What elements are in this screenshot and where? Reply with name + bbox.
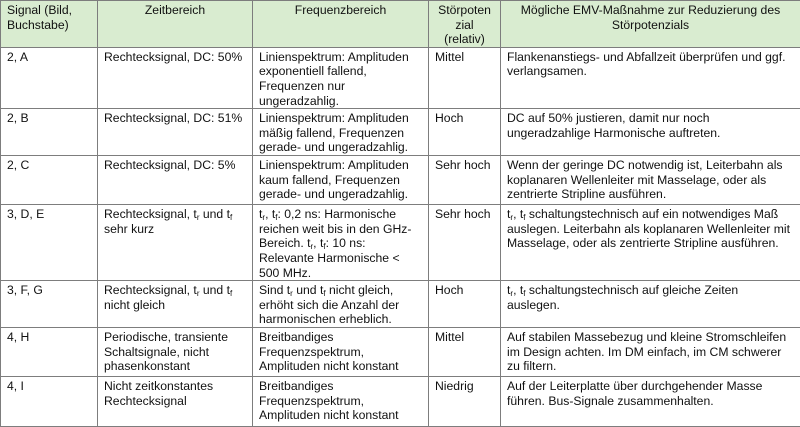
cell-zeit: Rechtecksignal, $t_r$ und $t_f$ nicht gleich <box>98 281 253 328</box>
cell-stoer: Sehr hoch <box>429 156 501 205</box>
cell-zeit: Periodische, transiente Schaltsignale, nicht phasenkonstant <box>98 327 253 376</box>
cell-zeit: Rechtecksignal, DC: 51% <box>98 109 253 156</box>
cell-frequenz: Linienspektrum: Amplituden exponentiell fallend, Frequenzen nur ungeradzahlig. <box>253 47 429 108</box>
cell-stoer: Hoch <box>429 109 501 156</box>
cell-signal: 3, F, G <box>1 281 98 328</box>
table-row <box>1 109 800 156</box>
header-stoerpotenzial: Störpoten zial (relativ) <box>429 1 501 48</box>
header-zeitbereich: Zeitbereich <box>98 1 253 48</box>
cell-stoer: Mittel <box>429 47 501 108</box>
table-row <box>1 327 800 376</box>
cell-zeit: Nicht zeitkonstantes Rechtecksignal <box>98 376 253 426</box>
cell-stoer: Sehr hoch <box>429 205 501 281</box>
cell-signal: 3, D, E <box>1 205 98 281</box>
cell-frequenz: Breitbandiges Frequenzspektrum, Amplituden nicht konstant <box>253 327 429 376</box>
table-row <box>1 376 800 426</box>
cell-frequenz: Linienspektrum: Amplituden kaum fallend, Frequenzen gerade- und ungeradzahlig. <box>253 156 429 205</box>
cell-stoer: Hoch <box>429 281 501 328</box>
cell-massnahme: $t_r$, $t_f$ schaltungstechnisch auf gleiche Zeiten auslegen. <box>501 281 800 328</box>
cell-massnahme: Wenn der geringe DC notwendig ist, Leiterbahn als koplanaren Wellenleiter mit Masselage, oder als zentrierte Stripline ausführen. <box>501 156 800 205</box>
cell-massnahme: Auf der Leiterplatte über durchgehender Masse führen. Bus-Signale zusammenhalten. <box>501 376 800 426</box>
cell-massnahme: Flankenanstiegs- und Abfallzeit überprüfen und ggf. verlangsamen. <box>501 47 800 108</box>
header-signal: Signal (Bild, Buchstabe) <box>1 1 98 48</box>
cell-frequenz: Linienspektrum: Amplituden mäßig fallend, Frequenzen gerade- und ungeradzahlig. <box>253 109 429 156</box>
table-row <box>1 281 800 328</box>
cell-signal: 2, B <box>1 109 98 156</box>
cell-frequenz: $t_r$, $t_f$: 0,2 ns: Harmonische reichen weit bis in den GHz-Bereich. $t_r$, $t_f$: 10 ns: Relevante Harmonische < 500 MHz. <box>253 205 429 281</box>
header-frequenzbereich: Frequenzbereich <box>253 1 429 48</box>
cell-signal: 2, C <box>1 156 98 205</box>
header-massnahme: Mögliche EMV-Maßnahme zur Reduzierung des Störpotenzials <box>501 1 800 48</box>
table-row <box>1 47 800 108</box>
table-row <box>1 205 800 281</box>
cell-zeit: Rechtecksignal, $t_r$ und $t_f$ sehr kurz <box>98 205 253 281</box>
cell-signal: 4, I <box>1 376 98 426</box>
cell-zeit: Rechtecksignal, DC: 50% <box>98 47 253 108</box>
table-row <box>1 156 800 205</box>
header-row <box>1 1 800 48</box>
cell-massnahme: Auf stabilen Massebezug und kleine Stromschleifen im Design achten. Im DM einfach, im CM schwerer zu filtern. <box>501 327 800 376</box>
cell-signal: 2, A <box>1 47 98 108</box>
cell-zeit: Rechtecksignal, DC: 5% <box>98 156 253 205</box>
cell-frequenz: Sind $t_r$ und $t_f$ nicht gleich, erhöht sich die Anzahl der harmonischen erheblich. <box>253 281 429 328</box>
cell-signal: 4, H <box>1 327 98 376</box>
cell-stoer: Mittel <box>429 327 501 376</box>
cell-massnahme: DC auf 50% justieren, damit nur noch ungeradzahlige Harmonische auftreten. <box>501 109 800 156</box>
cell-frequenz: Breitbandiges Frequenzspektrum, Amplituden nicht konstant <box>253 376 429 426</box>
cell-stoer: Niedrig <box>429 376 501 426</box>
cell-massnahme: $t_r$, $t_f$ schaltungstechnisch auf ein notwendiges Maß auslegen. Leiterbahn als koplanaren Wellenleiter mit Masselage, oder als zentrierte Stripline ausführen. <box>501 205 800 281</box>
